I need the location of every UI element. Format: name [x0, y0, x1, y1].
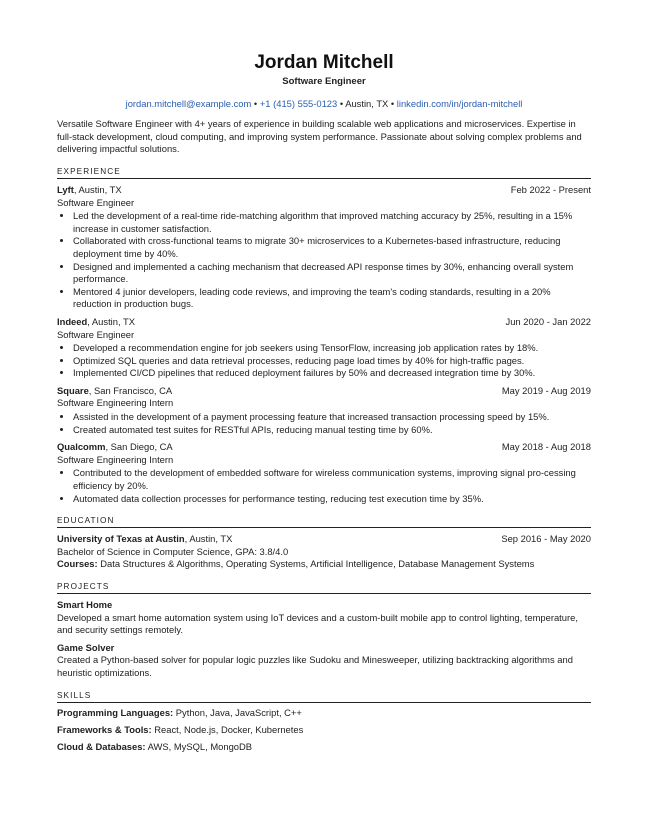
summary-paragraph: Versatile Software Engineer with 4+ years of experience in building scalable web applications and microservices. Expertise in full-stack development, cloud computing, and improving system performance. Passionate about solving complex problems and delivering impactful solutions.: [57, 118, 582, 155]
project-description: Created a Python-based solver for popular logic puzzles like Sudoku and Minesweeper, utilizing backtracking algorithms and heuristic optimizations.: [57, 654, 573, 678]
courses-list: Data Structures & Algorithms, Operating Systems, Artificial Intelligence, Database Management Systems: [97, 558, 535, 570]
skill-values: AWS, MySQL, MongoDB: [145, 740, 253, 752]
experience-entry: [57, 184, 591, 311]
project-description: Developed a smart home automation system using IoT devices and a custom-built mobile app to control lighting, temperature, and security settings remotely.: [57, 611, 578, 636]
bullet-item: • Optimized SQL queries and data retrieval processes, reducing page load times by 40% for high-traffic pages.: [73, 355, 591, 368]
contact-separator: •: [337, 97, 346, 109]
section-heading-experience: EXPERIENCE: [57, 166, 591, 179]
candidate-name: Jordan Mitchell: [254, 52, 394, 73]
company-location: , San Diego, CA: [105, 441, 173, 453]
courses-label: Courses:: [57, 558, 98, 570]
bullet-item: • Contributed to the development of embedded software for wireless communication systems, improving signal pro-cessing efficiency by 20%.: [73, 467, 591, 492]
company-name: Qualcomm: [57, 441, 106, 453]
bullet-item: • Mentored 4 junior developers, leading code reviews, and improving the team's coding standards, resulting in a 20% reduction in production bugs.: [73, 286, 591, 311]
section-heading-education: EDUCATION: [57, 515, 591, 528]
location-text: Austin, TX: [345, 97, 389, 109]
skill-line: [57, 739, 591, 754]
entry-dates: Jun 2020 - Jan 2022: [505, 315, 591, 327]
company-location: , Austin, TX: [73, 183, 122, 195]
bullet-item: • Implemented CI/CD pipelines that reduced deployment failures by 50% and decreased integration time by 30%.: [73, 367, 591, 380]
skill-values: React, Node.js, Docker, Kubernetes: [151, 723, 304, 735]
contact-separator: •: [251, 97, 260, 109]
contact-separator: •: [388, 97, 397, 109]
degree-text: Bachelor of Science in Computer Science, GPA: 3.8/4.0: [57, 545, 289, 557]
company-name: Indeed: [57, 315, 88, 327]
bullet-item: • Designed and implemented a caching mechanism that decreased API response times by 30%, enhancing overall system performance.: [73, 261, 591, 286]
phone-link[interactable]: +1 (415) 555-0123: [259, 97, 338, 109]
linkedin-link[interactable]: linkedin.com/in/jordan-mitchell: [396, 97, 523, 109]
experience-entry: [57, 385, 591, 436]
section-heading-projects: PROJECTS: [57, 581, 591, 594]
company-location: , Austin, TX: [87, 315, 135, 327]
entry-dates: Sep 2016 - May 2020: [501, 533, 591, 545]
experience-entry: [57, 316, 591, 380]
skill-line: [57, 705, 591, 720]
job-title: Software Engineer: [57, 328, 135, 340]
skill-label: Programming Languages:: [57, 706, 174, 718]
bullet-item: • Automated data collection processes for performance testing, reducing test execution time by 35%.: [73, 493, 591, 506]
bullet-list: [57, 467, 591, 505]
bullet-list: [57, 210, 591, 311]
bullet-item: • Led the development of a real-time ride-matching algorithm that improved matching accuracy by 25%, resulting in a 15% increase in customer satisfaction.: [73, 210, 591, 235]
school-location: , Austin, TX: [184, 533, 233, 545]
project-title: Game Solver: [57, 641, 115, 653]
entry-dates: May 2019 - Aug 2019: [501, 384, 591, 396]
company-name: Lyft: [57, 183, 74, 195]
skill-label: Cloud & Databases:: [57, 740, 146, 752]
company-location: , San Francisco, CA: [88, 384, 173, 396]
skill-label: Frameworks & Tools:: [57, 723, 152, 735]
bullet-item: • Assisted in the development of a payment processing feature that increased transaction processing speed by 15%.: [73, 411, 591, 424]
bullet-item: • Collaborated with cross-functional teams to migrate 30+ microservices to a Kubernetes-based infrastructure, reducing deployment time by 40%.: [73, 235, 591, 260]
bullet-list: [57, 411, 591, 436]
courses-line: [57, 558, 591, 571]
bullet-item: • Developed a recommendation engine for job seekers using TensorFlow, increasing job application rates by 18%.: [73, 342, 591, 355]
skill-line: [57, 722, 591, 737]
job-title: Software Engineering Intern: [57, 453, 174, 465]
job-title: Software Engineer: [57, 196, 135, 208]
section-heading-skills: SKILLS: [57, 690, 591, 703]
entry-dates: May 2018 - Aug 2018: [501, 441, 591, 453]
job-title: Software Engineering Intern: [57, 397, 174, 409]
candidate-title: Software Engineer: [282, 76, 366, 87]
skill-values: Python, Java, JavaScript, C++: [173, 706, 302, 718]
entry-dates: Feb 2022 - Present: [510, 183, 591, 195]
experience-entry: [57, 441, 591, 505]
email-link[interactable]: jordan.mitchell@example.com: [125, 97, 252, 109]
project-title: Smart Home: [57, 599, 113, 610]
education-entry: [57, 533, 591, 571]
bullet-item: • Created automated test suites for RESTful APIs, reducing manual testing time by 60%.: [73, 424, 591, 437]
school-name: University of Texas at Austin: [57, 533, 185, 545]
contact-line: [57, 98, 591, 111]
bullet-list: [57, 342, 591, 380]
company-name: Square: [57, 384, 89, 396]
